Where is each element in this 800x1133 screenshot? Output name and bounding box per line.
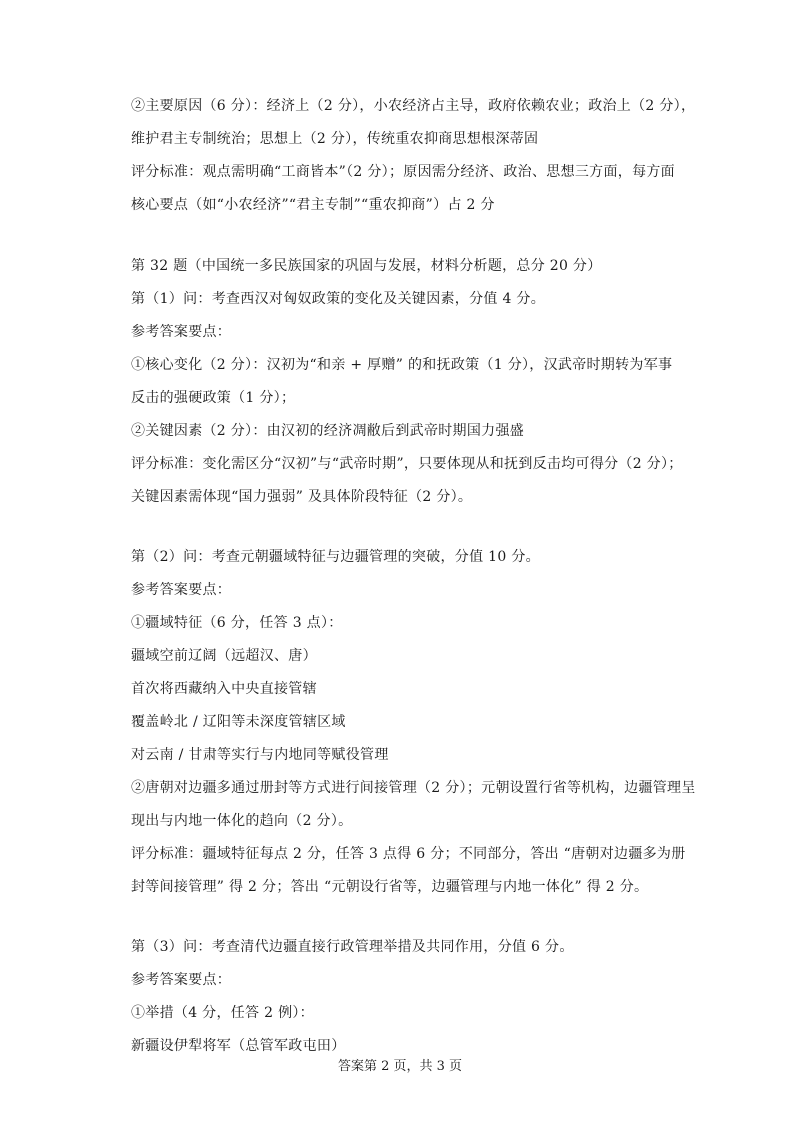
text-line: 首次将西藏纳入中央直接管辖 — [131, 681, 317, 697]
text-line: ①疆域特征（6 分，任答 3 点）： — [131, 615, 343, 631]
text-line: 评分标准：观点需明确“工商皆本”（2 分）；原因需分经济、政治、思想三方面，每方面 — [131, 164, 675, 180]
question-heading: 第 32 题（中国统一多民族国家的巩固与发展，材料分析题，总分 20 分） — [131, 258, 602, 274]
text-line: 参考答案要点： — [131, 972, 232, 988]
text-line: 疆域空前辽阔（远超汉、唐） — [131, 648, 317, 664]
text-line: 新疆设伊犁将军（总管军政屯田） — [131, 1038, 346, 1054]
text-line: ②主要原因（6 分）：经济上（2 分），小农经济占主导，政府依赖农业；政治上（2 分）， — [131, 98, 696, 114]
text-line: 覆盖岭北 / 辽阳等未深度管辖区域 — [131, 714, 346, 730]
text-line: 维护君主专制统治；思想上（2 分），传统重农抑商思想根深蒂固 — [131, 131, 539, 147]
text-line: 现出与内地一体化的趋向（2 分）。 — [131, 813, 353, 829]
text-line: 反击的强硬政策（1 分）； — [131, 390, 296, 406]
sub-question-heading: 第（3）问：考查清代边疆直接行政管理举措及共同作用，分值 6 分。 — [131, 939, 574, 955]
text-line: 对云南 / 甘肃等实行与内地同等赋役管理 — [131, 747, 389, 763]
text-line: ①核心变化（2 分）：汉初为“和亲 + 厚赠” 的和抚政策（1 分），汉武帝时期转为军事 — [131, 357, 673, 373]
text-line: ②关键因素（2 分）：由汉初的经济凋敝后到武帝时期国力强盛 — [131, 423, 525, 439]
text-line: 评分标准：疆域特征每点 2 分，任答 3 点得 6 分；不同部分，答出 “唐朝对边疆多为册 — [131, 846, 686, 862]
text-line: ①举措（4 分，任答 2 例）： — [131, 1005, 314, 1021]
text-line: 参考答案要点： — [131, 582, 232, 598]
text-line: 关键因素需体现“国力强弱” 及具体阶段特征（2 分）。 — [131, 489, 473, 505]
text-line: 封等间接管理” 得 2 分；答出 “元朝设行省等，边疆管理与内地一体化” 得 2 分。 — [131, 879, 649, 895]
page-footer: 答案第 2 页，共 3 页 — [337, 1059, 463, 1074]
text-line: ②唐朝对边疆多通过册封等方式进行间接管理（2 分）；元朝设置行省等机构，边疆管理呈 — [131, 780, 696, 796]
text-line: 核心要点（如“小农经济”“君主专制”“重农抑商”）占 2 分 — [131, 197, 495, 213]
sub-question-heading: 第（1）问：考查西汉对匈奴政策的变化及关键因素，分值 4 分。 — [131, 291, 546, 307]
text-line: 评分标准：变化需区分“汉初”与“武帝时期”，只要体现从和抚到反击均可得分（2 分）； — [131, 456, 683, 472]
text-line: 参考答案要点： — [131, 324, 232, 340]
sub-question-heading: 第（2）问：考查元朝疆域特征与边疆管理的突破，分值 10 分。 — [131, 549, 540, 565]
